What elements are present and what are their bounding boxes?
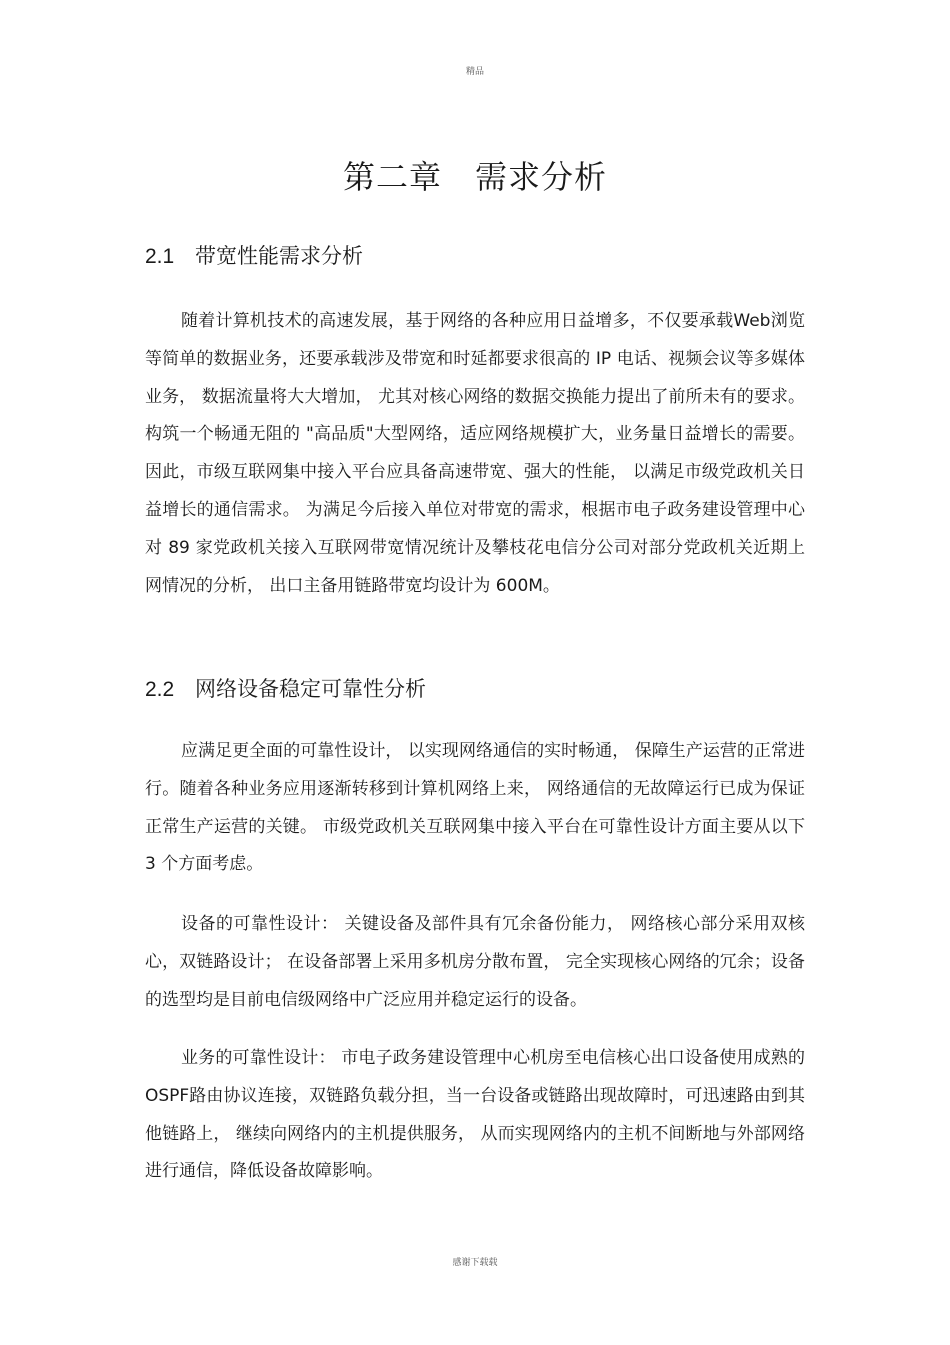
paragraph-service-reliability: 业务的可靠性设计： 市电子政务建设管理中心机房至电信核心出口设备使用成熟的 OSPF路由协议连接，双链路负载分担，当一台设备或链路出现故障时，可迅速路由到其他链路上， 继续向网络内的主机提供服务， 从而实现网络内的主机不间断地与外部网络进行通信，降低设备故障影响。 bbox=[145, 1048, 805, 1182]
chapter-title: 第二章 需求分析 bbox=[342, 158, 607, 196]
paragraph-device-reliability: 设备的可靠性设计： 关键设备及部件具有冗余备份能力， 网络核心部分采用双核心，双链路设计； 在设备部署上采用多机房分散布置， 完全实现核心网络的冗余；设备的选型均是目前电信级网络中广泛应用并稳定运行的设备。 bbox=[145, 914, 805, 1010]
section-title: 带宽性能需求分析 bbox=[195, 244, 363, 268]
paragraph-bandwidth: 随着计算机技术的高速发展，基于网络的各种应用日益增多，不仅要承载Web浏览等简单的数据业务，还要承载涉及带宽和时延都要求很高的 IP 电话、视频会议等多媒体业务， 数据流量将大大增加， 尤其对核心网络的数据交换能力提出了前所未有的要求。 构筑一个畅通无阻的 "高品质"大型网络，适应网络规模扩大，业务量日益增长的需要。 因此，市级互联网集中接入平台应具备高速带宽、强大的性能， 以满足市级党政机关日益增长的通信需求。 为满足今后接入单位对带宽的需求，根据市电子政务建设管理中心对 89 家党政机关接入互联网带宽情况统计及攀枝花电信分公司对部分党政机关近期上网情况的分析， 出口主备用链路带宽均设计为 600M。 bbox=[145, 311, 805, 596]
page-footer: 感谢下载载 bbox=[452, 1258, 498, 1268]
section-number: 2.1 bbox=[145, 245, 175, 268]
section-heading-2-2 bbox=[145, 673, 426, 703]
section-heading-2-1 bbox=[145, 240, 363, 270]
section-title: 网络设备稳定可靠性分析 bbox=[195, 677, 426, 701]
paragraph-reliability-intro: 应满足更全面的可靠性设计， 以实现网络通信的实时畅通， 保障生产运营的正常进行。随着各种业务应用逐渐转移到计算机网络上来， 网络通信的无故障运行已成为保证正常生产运营的关键。 市级党政机关互联网集中接入平台在可靠性设计方面主要从以下 3 个方面考虑。 bbox=[145, 741, 805, 875]
section-number: 2.2 bbox=[145, 678, 175, 701]
page-header: 精品 bbox=[465, 67, 484, 77]
